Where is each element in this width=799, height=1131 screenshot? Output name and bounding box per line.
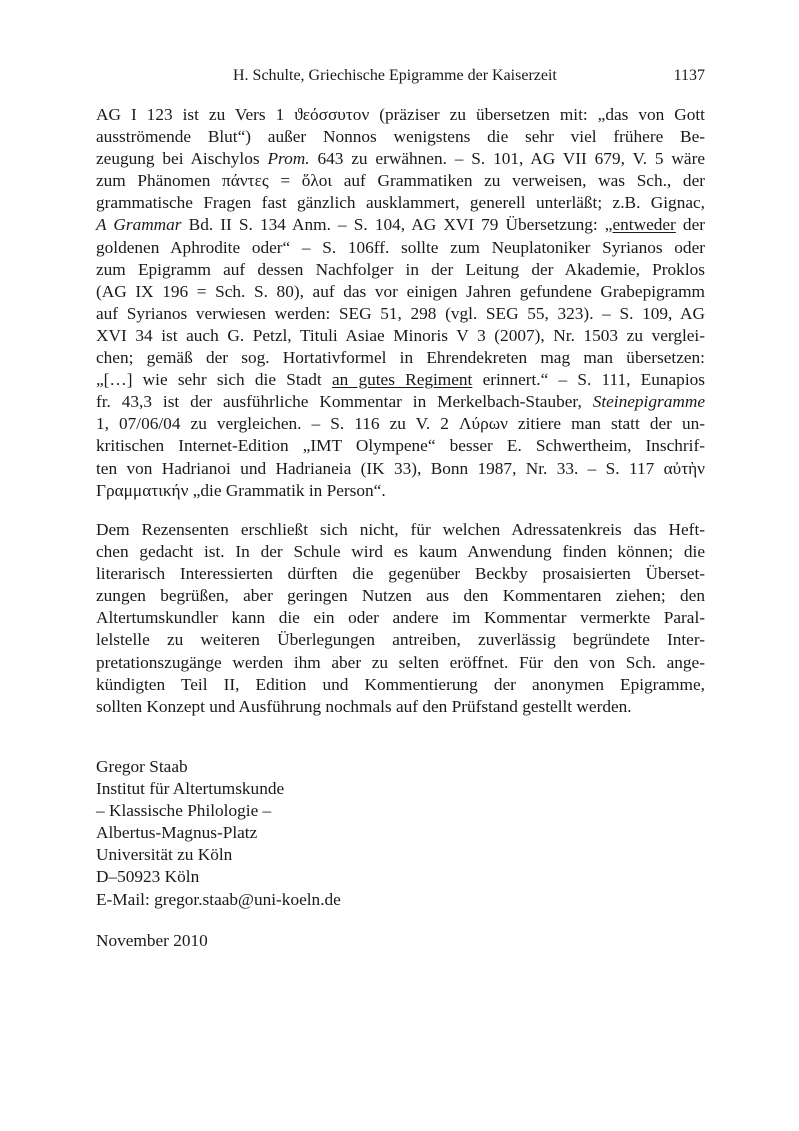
text-line bbox=[96, 480, 705, 502]
text-line bbox=[96, 148, 705, 170]
address-line: Institut für Altertumskunde bbox=[96, 779, 285, 799]
text-line bbox=[96, 347, 705, 369]
text-run: kündigten Teil II, Edition und Kommentierung der anonymen Epigramme, bbox=[96, 674, 705, 694]
text-run: Bd. II S. 134 Anm. – S. 104, AG XVI 79 Übersetzung: „ bbox=[181, 215, 613, 235]
text-line bbox=[96, 192, 705, 214]
review-paragraph-2 bbox=[96, 519, 705, 718]
text-run: grammatische Fragen fast gänzlich ausklammert, generell unterläßt; z.B. Gignac, bbox=[96, 193, 705, 213]
text-run: der bbox=[675, 215, 705, 235]
address-line: D–50923 Köln bbox=[96, 867, 200, 887]
text-run: chen; gemäß der sog. Hortativformel in Ehrendekreten mag man übersetzen: bbox=[96, 348, 705, 368]
author-address-block bbox=[96, 756, 341, 911]
text-run: erinnert.“ – S. 111, Eunapios bbox=[472, 370, 705, 390]
text-run: 643 zu erwähnen. – S. 101, AG VII 679, V. 5 wäre bbox=[309, 149, 706, 169]
address-line: Albertus-Magnus-Platz bbox=[96, 823, 258, 843]
text-run: ausströmende Blut“) außer Nonnos wenigstens die sehr viel frühere Be- bbox=[96, 127, 705, 147]
text-line bbox=[96, 303, 705, 325]
address-line: – Klassische Philologie – bbox=[96, 801, 272, 821]
text-line bbox=[96, 674, 705, 696]
text-line bbox=[96, 696, 705, 718]
text-run: zum Epigramm auf dessen Nachfolger in der Leitung der Akademie, Proklos bbox=[96, 259, 705, 279]
text-line bbox=[96, 652, 705, 674]
text-run: zeugung bei Aischylos bbox=[96, 149, 268, 169]
text-line bbox=[96, 519, 705, 541]
text-run: goldenen Aphrodite oder“ – S. 106ff. sollte zum Neuplatoniker Syrianos oder bbox=[96, 237, 705, 257]
text-line bbox=[96, 391, 705, 413]
underlined-phrase: an gutes Regiment bbox=[331, 370, 473, 390]
review-paragraph-1 bbox=[96, 104, 705, 502]
text-run: pretationszugänge werden ihm aber zu selten eröffnet. Für den von Sch. ange- bbox=[96, 652, 705, 672]
italic-title: Steinepigramme bbox=[592, 392, 705, 412]
text-line bbox=[96, 585, 705, 607]
text-run: kritischen Internet-Edition „IMT Olympene“ besser E. Schwertheim, Inschrif- bbox=[96, 436, 705, 456]
text-line bbox=[96, 259, 705, 281]
underlined-phrase: entweder bbox=[612, 215, 676, 235]
text-run: „[…] wie sehr sich die Stadt bbox=[96, 370, 332, 390]
text-line bbox=[96, 413, 705, 435]
text-run: AG I 123 ist zu Vers 1 ϑεόσσυτον (präziser zu übersetzen mit: „das von Gott bbox=[96, 105, 705, 124]
text-line bbox=[96, 325, 705, 347]
text-run: lelstelle zu weiteren Überlegungen antreiben, zuverlässig begründete Inter- bbox=[96, 630, 705, 650]
address-line: Gregor Staab bbox=[96, 757, 188, 776]
text-run: Γραμματικήν „die Grammatik in Person“. bbox=[96, 480, 386, 500]
text-line bbox=[96, 170, 705, 192]
text-line bbox=[96, 563, 705, 585]
running-title: H. Schulte, Griechische Epigramme der Kaiserzeit bbox=[233, 67, 557, 84]
text-run: XVI 34 ist auch G. Petzl, Tituli Asiae Minoris V 3 (2007), Nr. 1503 zu verglei- bbox=[96, 325, 705, 345]
text-run: zungen begrüßen, aber geringen Nutzen aus den Kommentaren ziehen; den bbox=[96, 586, 705, 606]
text-line bbox=[96, 458, 705, 480]
text-run: Altertumskundler kann die ein oder andere im Kommentar vermerkte Paral- bbox=[96, 608, 705, 628]
text-run: zum Phänomen πάντες = ὅλοι auf Grammatiken zu verweisen, was Sch., der bbox=[96, 171, 705, 191]
email-line: E-Mail: gregor.staab@uni-koeln.de bbox=[96, 889, 341, 909]
text-run: fr. 43,3 ist der ausführliche Kommentar in Merkelbach-Stauber, bbox=[96, 392, 593, 412]
text-line bbox=[96, 126, 705, 148]
text-run: (AG IX 196 = Sch. S. 80), auf das vor einigen Jahren gefundene Grabepigramm bbox=[96, 281, 705, 301]
italic-title: Prom. bbox=[267, 149, 310, 169]
review-date: November 2010 bbox=[96, 931, 208, 950]
text-line bbox=[96, 369, 705, 391]
text-run: literarisch Interessierten dürften die gegenüber Beckby prosaisierten Überset- bbox=[96, 564, 705, 584]
text-run: ten von Hadrianoi und Hadrianeia (IK 33), Bonn 1987, Nr. 33. – S. 117 αὐτὴν bbox=[96, 458, 705, 478]
text-run: chen gedacht ist. In der Schule wird es kaum Anwendung finden können; die bbox=[96, 542, 705, 562]
text-run: auf Syrianos verwiesen werden: SEG 51, 298 (vgl. SEG 55, 323). – S. 109, AG bbox=[96, 303, 705, 323]
italic-title: A Grammar bbox=[96, 215, 182, 235]
text-line bbox=[96, 607, 705, 629]
text-run: Dem Rezensenten erschließt sich nicht, für welchen Adressatenkreis das Heft- bbox=[96, 520, 705, 539]
text-line bbox=[96, 104, 705, 126]
text-run: 1, 07/06/04 zu vergleichen. – S. 116 zu V. 2 Λύρων zitiere man statt der un- bbox=[96, 414, 705, 434]
text-line bbox=[96, 435, 705, 457]
text-line bbox=[96, 237, 705, 259]
text-line bbox=[96, 214, 705, 236]
page-number: 1137 bbox=[673, 67, 705, 84]
text-line bbox=[96, 281, 705, 303]
text-line bbox=[96, 629, 705, 651]
address-line: Universität zu Köln bbox=[96, 845, 233, 865]
text-line bbox=[96, 541, 705, 563]
text-run: sollten Konzept und Ausführung nochmals auf den Prüfstand gestellt werden. bbox=[96, 696, 632, 716]
